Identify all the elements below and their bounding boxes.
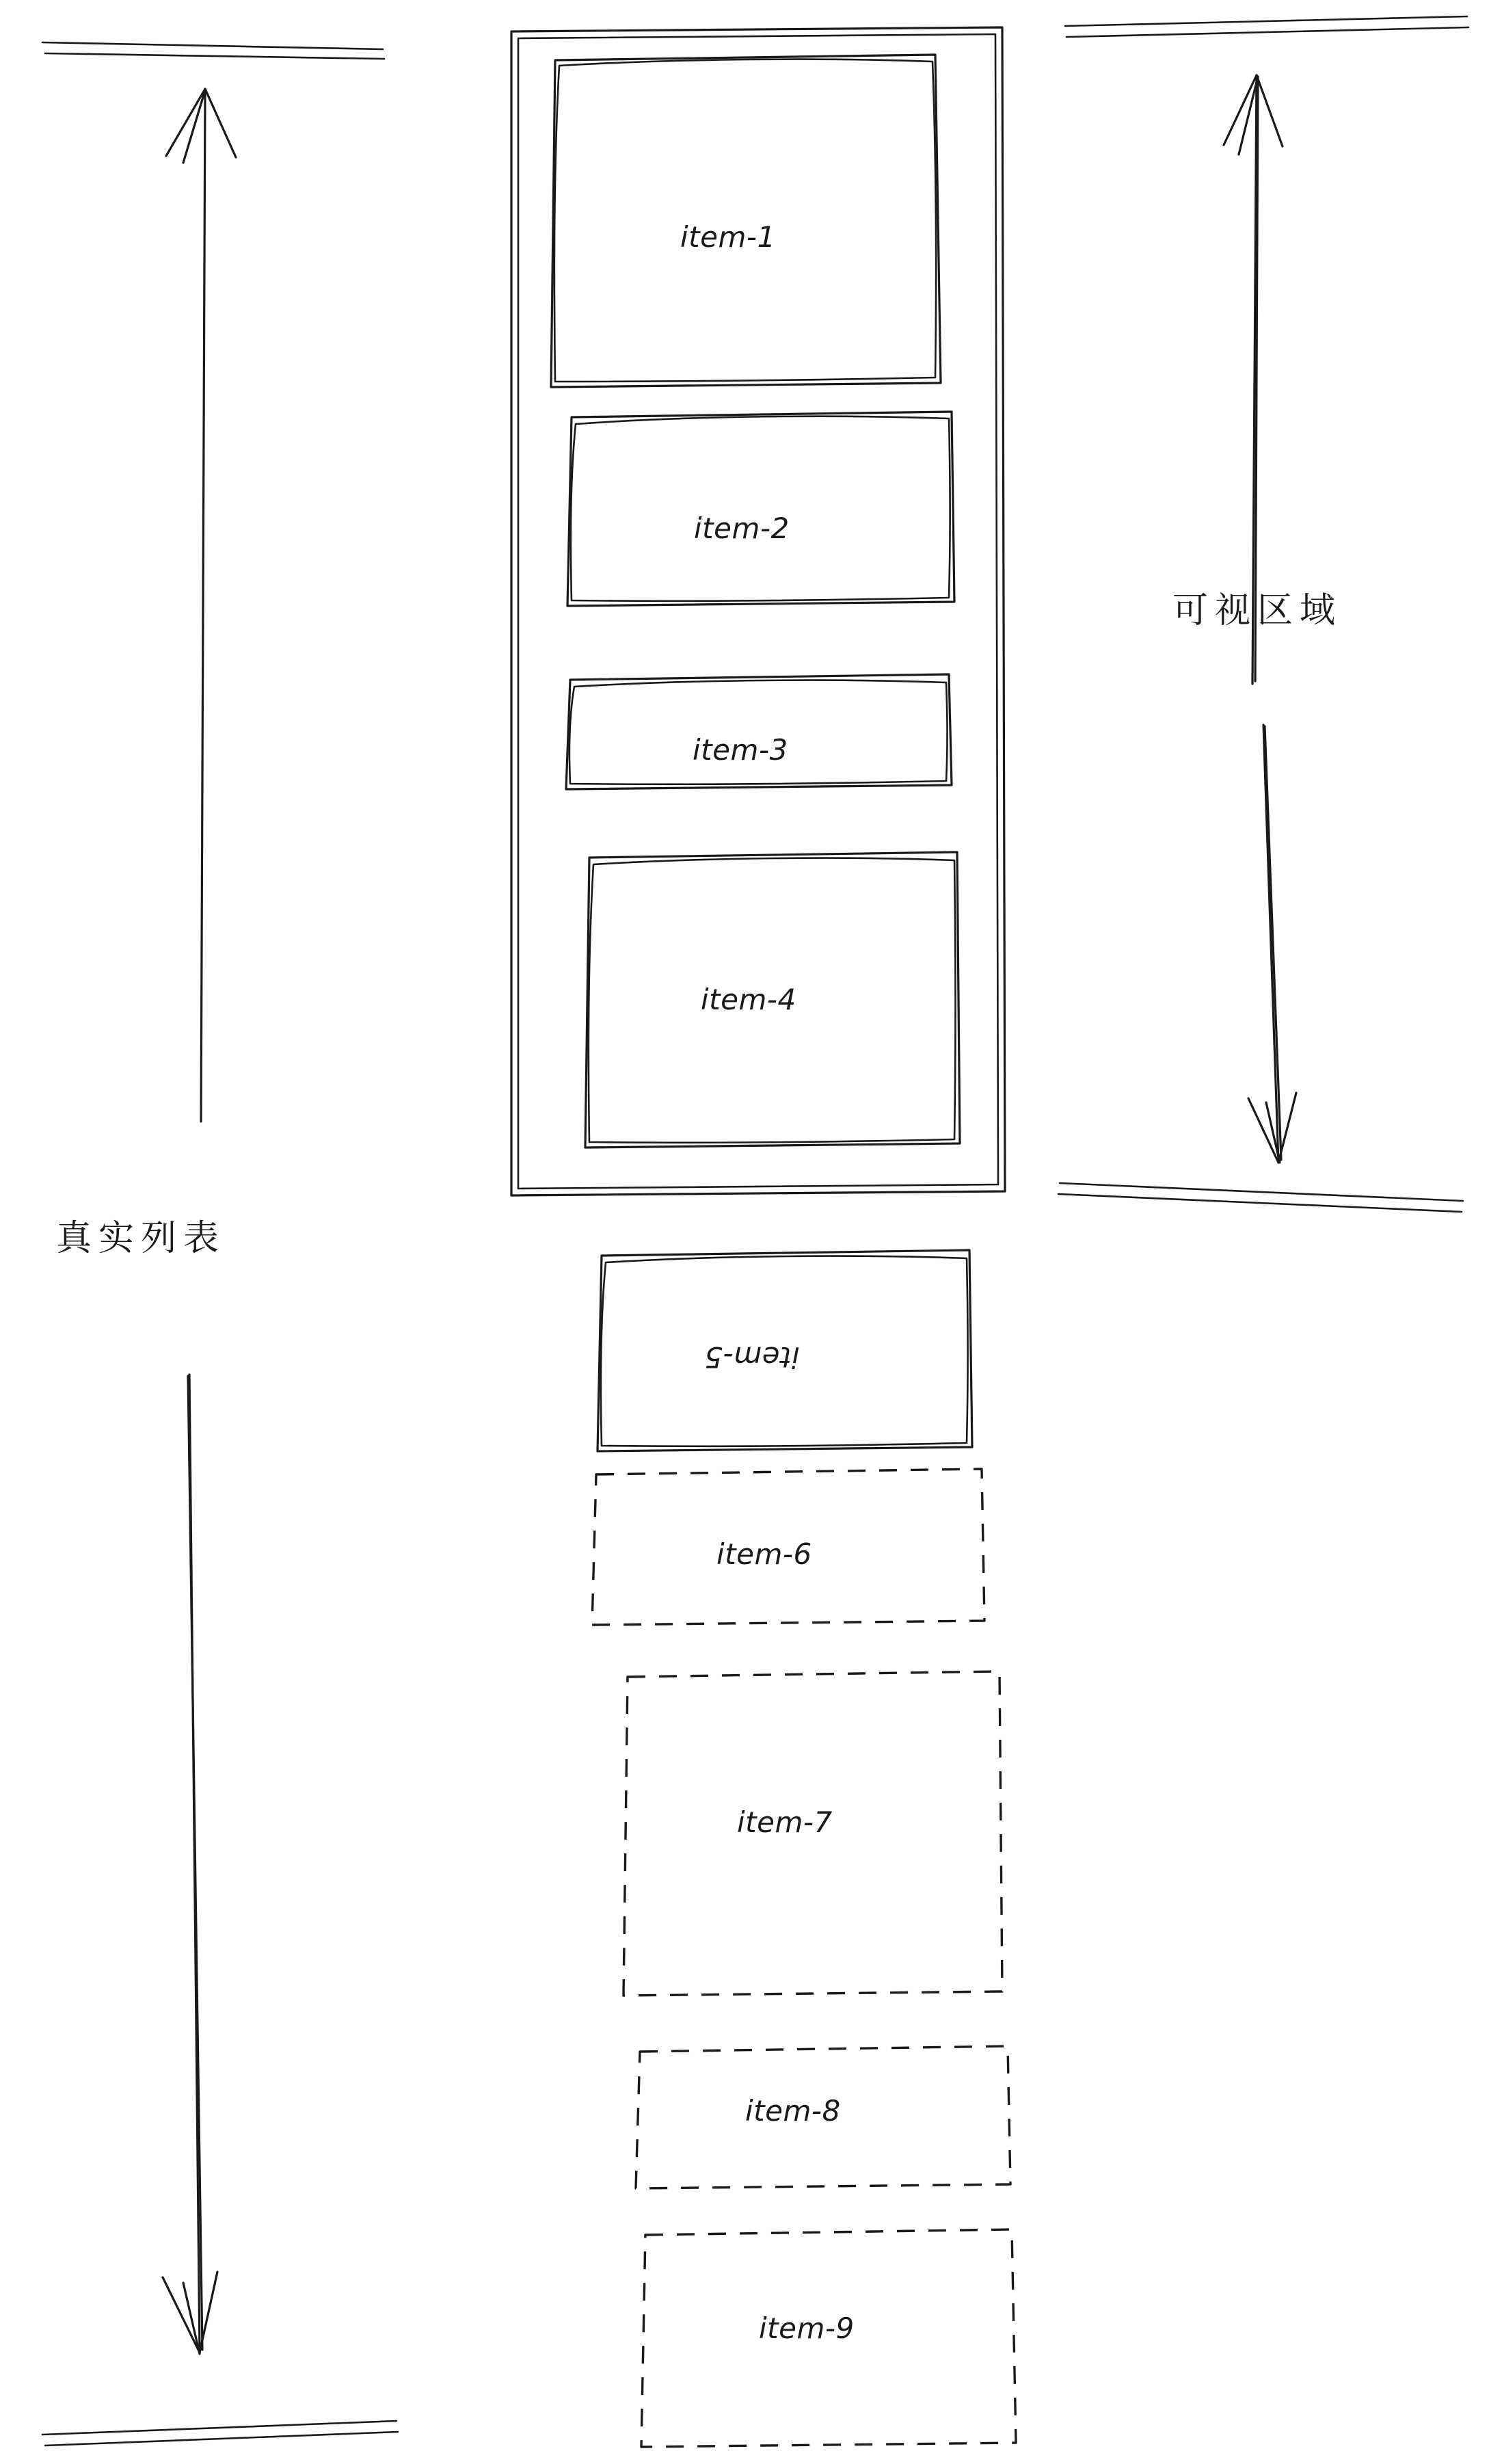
item-9-label: item-9 xyxy=(759,2311,855,2345)
viewport-frame xyxy=(511,27,1005,1195)
real-list-top-rule xyxy=(42,42,384,59)
viewport-bottom-rule xyxy=(1058,1183,1463,1212)
item-1-label: item-1 xyxy=(680,220,776,254)
viewport-top-rule xyxy=(1065,16,1468,37)
item-7-label: item-7 xyxy=(737,1805,833,1839)
item-4-label: item-4 xyxy=(701,983,796,1016)
real-list-bottom-arrow xyxy=(163,1375,217,2354)
real-list-label: 真实列表 xyxy=(56,1218,226,1259)
item-3-label: item-3 xyxy=(693,733,788,767)
item-6-label: item-6 xyxy=(716,1537,812,1571)
real-list-bottom-rule xyxy=(42,2421,398,2446)
item-2-label: item-2 xyxy=(694,512,790,545)
item-5-label: item-5 xyxy=(704,1340,800,1374)
item-2-box[interactable] xyxy=(567,412,954,606)
item-8-label: item-8 xyxy=(745,2094,841,2128)
real-list-top-arrow xyxy=(166,89,236,1122)
viewport-label: 可视区域 xyxy=(1172,590,1343,631)
viewport-bottom-arrow xyxy=(1248,725,1296,1163)
item-3-box[interactable] xyxy=(566,674,952,789)
